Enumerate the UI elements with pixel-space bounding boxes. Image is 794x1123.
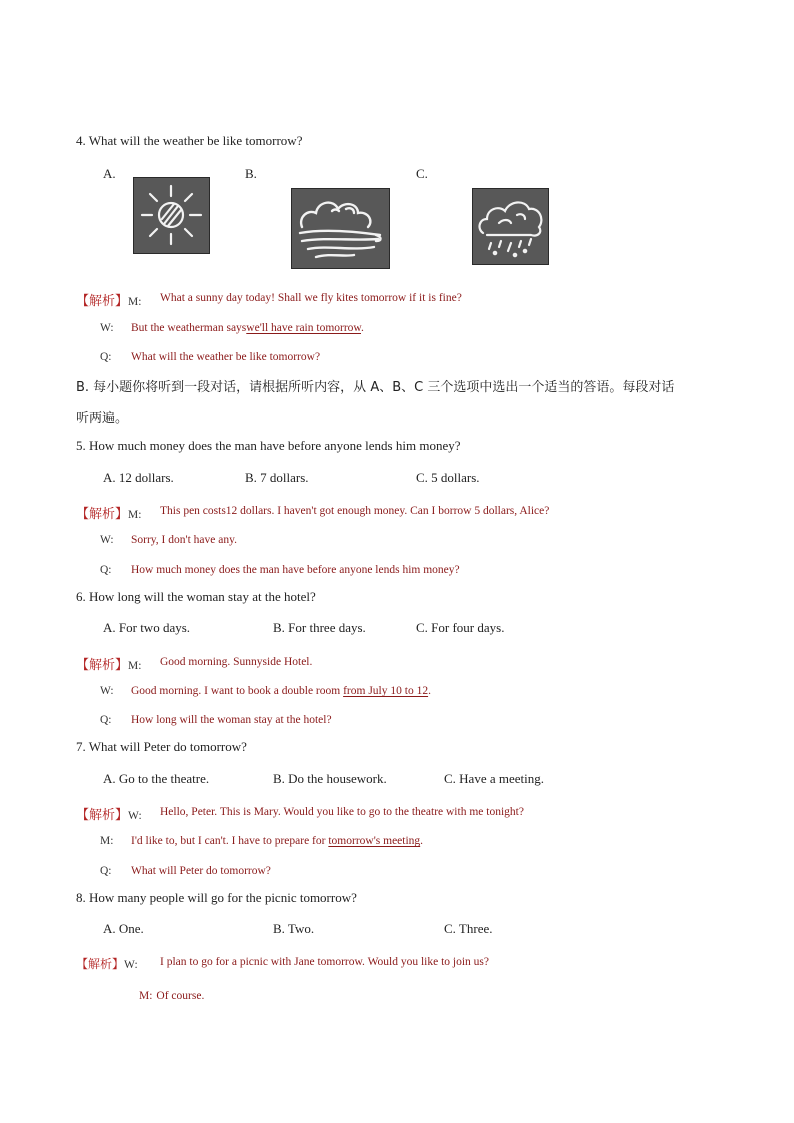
speaker-label: W: [124, 959, 138, 971]
q4-option-c-label: C. [416, 166, 428, 181]
analysis-tag: 【解析】 [76, 957, 125, 971]
question-4: 4. What will the weather be like tomorrow? [76, 133, 303, 148]
analysis-tag: 【解析】 [76, 808, 129, 823]
speaker-label: M: [139, 990, 153, 1002]
q8-option-c: C. Three. [444, 921, 493, 936]
q7-option-b: B. Do the housework. [273, 771, 387, 786]
q6-option-b: B. For three days. [273, 620, 366, 635]
q5-option-b: B. 7 dollars. [245, 470, 309, 485]
analysis-tag: 【解析】 [76, 294, 129, 309]
q6-key-phrase: from July 10 to 12 [343, 685, 429, 697]
q7-analysis-line-1 [76, 804, 142, 824]
question-6: 6. How long will the woman stay at the hotel? [76, 589, 316, 604]
question-7: 7. What will Peter do tomorrow? [76, 739, 247, 754]
q5-dialogue-3: How much money does the man have before anyone lends him money? [131, 564, 460, 576]
q8-analysis-line-1 [76, 955, 138, 973]
q7-dialogue-2: I'd like to, but I can't. I have to prepare for tomorrow's meeting. [131, 835, 424, 847]
speaker-label: Q: [100, 564, 112, 576]
speaker-label: Q: [100, 714, 112, 726]
speaker-label: W: [128, 810, 142, 822]
q8-dialogue-2: Of course. [156, 990, 205, 1002]
q4-option-b-label: B. [245, 166, 257, 181]
speaker-label: M: [100, 835, 114, 847]
q4-option-a-label: A. [103, 166, 116, 181]
q7-key-phrase: tomorrow's meeting [328, 835, 421, 847]
q5-option-a: A. 12 dollars. [103, 470, 174, 485]
speaker-label: M: [128, 296, 142, 308]
q6-option-c: C. For four days. [416, 620, 505, 635]
question-8: 8. How many people will go for the picnic tomorrow? [76, 890, 357, 905]
q5-analysis-line-1 [76, 503, 141, 523]
analysis-tag: 【解析】 [76, 507, 129, 522]
speaker-label: M: [128, 660, 142, 672]
q6-dialogue-2: Good morning. I want to book a double room from July 10 to 12. [131, 685, 431, 697]
q4-dialogue-3: What will the weather be like tomorrow? [131, 351, 321, 363]
speaker-label: Q: [100, 351, 112, 363]
q8-dialogue-1: I plan to go for a picnic with Jane tomorrow. Would you like to join us? [160, 956, 490, 968]
q4-analysis-line-1 [76, 290, 141, 310]
speaker-label: W: [100, 534, 114, 546]
wind-cloud-icon [291, 188, 390, 269]
q7-option-c: C. Have a meeting. [444, 771, 544, 786]
q6-option-a: A. For two days. [103, 620, 191, 635]
q8-option-a: A. One. [103, 921, 144, 936]
q7-dialogue-1: Hello, Peter. This is Mary. Would you like to go to the theatre with me tonight? [160, 806, 524, 818]
q5-dialogue-2: Sorry, I don't have any. [131, 534, 237, 546]
q4-dialogue-2: But the weatherman sayswe'll have rain tomorrow. [131, 322, 364, 334]
sun-icon [133, 177, 210, 254]
q8-analysis-line-2 [139, 986, 204, 1004]
q6-analysis-line-1 [76, 654, 141, 674]
section-b-instruction-line-2: 听两遍。 [76, 411, 129, 426]
q7-option-a: A. Go to the theatre. [103, 771, 210, 786]
q8-option-b: B. Two. [273, 921, 315, 936]
q4-dialogue-1: What a sunny day today! Shall we fly kites tomorrow if it is fine? [160, 292, 462, 304]
q4-key-phrase: we'll have rain tomorrow [246, 322, 361, 334]
q5-dialogue-1: This pen costs12 dollars. I haven't got enough money. Can I borrow 5 dollars, Alice? [160, 505, 550, 517]
speaker-label: M: [128, 509, 142, 521]
rain-cloud-icon [472, 188, 549, 265]
q5-option-c: C. 5 dollars. [416, 470, 480, 485]
speaker-label: W: [100, 322, 114, 334]
speaker-label: W: [100, 685, 114, 697]
question-5: 5. How much money does the man have before anyone lends him money? [76, 438, 461, 453]
analysis-tag: 【解析】 [76, 658, 129, 673]
q6-dialogue-3: How long will the woman stay at the hotel? [131, 714, 332, 726]
q6-dialogue-1: Good morning. Sunnyside Hotel. [160, 656, 313, 668]
q7-dialogue-3: What will Peter do tomorrow? [131, 865, 271, 877]
section-b-instruction-line-1: B. 每小题你将听到一段对话，请根据所听内容，从 A、B、C 三个选项中选出一个适当的答语。每段对话 [76, 380, 675, 395]
speaker-label: Q: [100, 865, 112, 877]
